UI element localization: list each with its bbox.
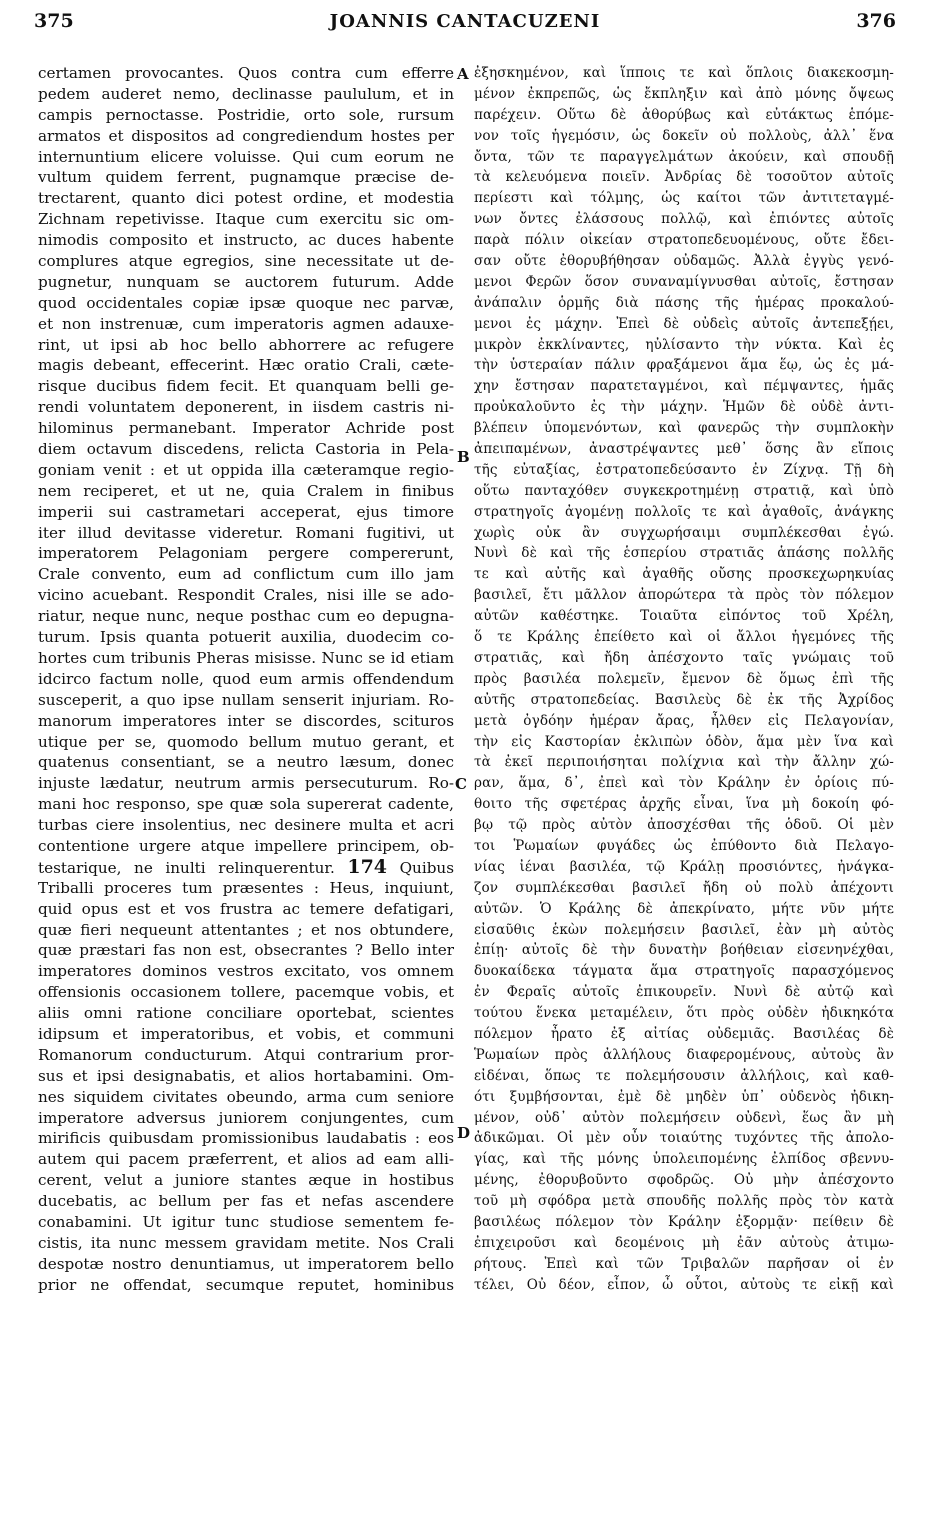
- margin-marker-b: B: [457, 448, 470, 466]
- margin-marker-a: A: [457, 65, 469, 83]
- text-line: trectarent, quanto dici potest ordine, et modestia: [38, 189, 454, 208]
- text-line: ἀδικῶμαι. Οἱ μὲν οὖν τοιαύτης τυχόντες τῆς ἀπολο-: [474, 1130, 894, 1147]
- text-line: οὕτω πανταχόθεν συγκεκροτημένῃ στρατιᾷ, καὶ ὑπὸ: [474, 482, 894, 499]
- text-line: αὐτῶν καθέστηκε. Τοιαῦτα εἰπόντος τοῦ Χρέλη,: [474, 608, 894, 625]
- text-line: αὐτῆς στρατοπεδείας. Βασιλεὺς δὲ ἐκ τῆς Ἀχρίδος: [474, 691, 894, 708]
- text-line: νίας ἰέναι βασιλέα, τῷ Κράλῃ προσιόντες, ἠνάγκα-: [474, 858, 894, 875]
- text-line: cistis, ita nunc messem gravidam metite. Nos Crali: [38, 1233, 454, 1252]
- text-line: μενοι ἐς μάχην. Ἐπεὶ δὲ οὐδεὶς αὐτοῖς ἀντεπεξῄει,: [474, 315, 894, 332]
- text-line: Νυνὶ δὲ καὶ τῆς ἑσπερίου στρατιᾶς ἁπάσης πολλῆς: [474, 545, 894, 562]
- text-line: αὐτῶν. Ὁ Κράλης δὲ ἀπεκρίνατο, μήτε νῦν μήτε: [474, 900, 894, 917]
- text-line: iter illud devitasse videretur. Romani fugitivi, ut: [38, 523, 454, 542]
- text-line: pugnetur, nunquam se auctorem futurum. Adde: [38, 272, 454, 291]
- text-line: πρὸς βασιλέα πολεμεῖν, ἔμενον δὲ ὅμως ἐπὶ τῆς: [474, 670, 894, 687]
- text-line: nes siquidem civitates obeundo, arma cum seniore: [38, 1087, 454, 1106]
- text-line: θοιτο τῆς σφετέρας ἀρχῆς εἶναι, ἵνα μὴ δοκοίη φό-: [474, 796, 894, 813]
- text-line: risque ducibus fidem fecit. Et quanquam belli ge-: [38, 377, 454, 396]
- text-line: τοῦ μὴ σφόδρα μετὰ σπουδῆς πολλῆς πρὸς τὸν κατὰ: [474, 1193, 894, 1210]
- text-line: complures atque egregios, sine necessitate ut de-: [38, 252, 454, 271]
- text-line: quid opus est et vos frustra ac temere defatigari,: [38, 899, 454, 918]
- text-line: ducebatis, ac bellum per fas et nefas ascendere: [38, 1192, 454, 1211]
- text-line: μετὰ ὀγδόην ἡμέραν ἄρας, ἦλθεν εἰς Πελαγονίαν,: [474, 712, 894, 729]
- text-line: Ῥωμαίων πρὸς ἀλλήλους διαφερομένους, αὐτοὺς ἂν: [474, 1046, 894, 1063]
- text-line: quæ præstari fas non est, obsecrantes ? Bello inter: [38, 941, 454, 960]
- text-line: imperatorem Pelagoniam pergere compererunt,: [38, 544, 454, 563]
- text-line: βασιλέως πόλεμον τὸν Κράλην ἐξορμᾷν· πείθειν δὲ: [474, 1213, 894, 1230]
- text-line: σαν οὔτε ἐθορυβήθησαν οὐδαμῶς. Ἀλλὰ ἐγγὺς γενό-: [474, 253, 894, 270]
- text-line: sus et ipsi designabatis, et alios hortabamini. Om-: [38, 1066, 454, 1085]
- text-line: ἐν Φεραῖς αὐτοῖς ἐπικουρεῖν. Νυνὶ δὲ αὐτῷ καὶ: [474, 984, 894, 1001]
- page-number-left: 375: [34, 10, 74, 32]
- edition-page-number: 174: [347, 856, 388, 878]
- text-line: et non instrenuæ, cum imperatoris agmen adauxe-: [38, 314, 454, 333]
- line-text: testarique, ne inulti relinquerentur.: [38, 858, 335, 877]
- text-line: χωρὶς οὐκ ἂν συγχωρήσαιμι συμπλέκεσθαι ἐγώ.: [474, 524, 894, 541]
- text-line: imperii sui castrametari acceperat, ejus timore: [38, 502, 454, 521]
- margin-marker-c: C: [455, 775, 467, 793]
- text-line: βασιλεῖ, ἔτι μᾶλλον ἀπορώτερα τὰ πρὸς τὸν πόλεμον: [474, 587, 894, 604]
- text-line: πόλεμον ἦρατο ἐξ αἰτίας οὐδεμιᾶς. Βασιλέας δὲ: [474, 1025, 894, 1042]
- text-line: Crale convento, eum ad conflictum cum illo jam: [38, 565, 454, 584]
- text-line: internuntium elicere voluisse. Qui cum eorum ne: [38, 147, 454, 166]
- text-line: offensionis occasionem tollere, pacemque vobis, et: [38, 983, 454, 1002]
- text-line: vicino acuebant. Respondit Crales, nisi ille se ado-: [38, 586, 454, 605]
- text-line: aliis omni ratione conciliare oportebat, scientes: [38, 1004, 454, 1023]
- text-line: τούτου ἕνεκα μεταμέλειν, ὅτι πρὸς οὐδὲν ἠδικηκότα: [474, 1005, 894, 1022]
- text-line: προὐκαλοῦντο ἐς τὴν μάχην. Ἡμῶν δὲ οὐδὲ ἀντι-: [474, 399, 894, 416]
- text-line: hortes cum tribunis Pheras misisse. Nunc se id etiam: [38, 648, 454, 667]
- text-line: εἰσαῦθις ἑκὼν πολεμήσειν βασιλεῖ, ἐὰν μὴ αὐτὸς: [474, 921, 894, 938]
- text-line: βῳ τῷ πρὸς αὐτὸν ἀποσχέσθαι τῆς ὁδοῦ. Οἱ μὲν: [474, 817, 894, 834]
- text-line: ὄντα, τῶν τε παραγγελμάτων ἀκούειν, καὶ σπουδῇ: [474, 148, 894, 165]
- text-line: Romanorum conducturum. Atqui contrarium pror-: [38, 1045, 454, 1064]
- text-line: idipsum et imperatoribus, et vobis, et communi: [38, 1024, 454, 1043]
- text-line: mirificis quibusdam promissionibus laudabatis : eos: [38, 1129, 454, 1148]
- text-line: τὰ κελευόμενα ποιεῖν. Ἀνδρίας δὲ τοσοῦτον αὐτοῖς: [474, 169, 894, 186]
- text-line: quod occidentales copiæ ipsæ quoque nec parvæ,: [38, 293, 454, 312]
- text-line: ἐπίῃ· αὐτοῖς δὲ τὴν δυνατὴν βοήθειαν εἰσενηνέχθαι,: [474, 942, 894, 959]
- text-line: idcirco factum nolle, quod eum armis offendendum: [38, 669, 454, 688]
- text-line: τὴν εἰς Καστορίαν ἐκλιπὼν ὁδὸν, ἅμα μὲν ἵνα καὶ: [474, 733, 894, 750]
- text-line: magis debeant, effecerint. Hæc oratio Crali, cæte-: [38, 356, 454, 375]
- greek-column: [474, 63, 894, 1296]
- text-line: δυοκαίδεκα τάγματα ἅμα στρατηγοῖς παρασχόμενος: [474, 963, 894, 980]
- text-line: τε καὶ αὐτῆς καὶ ἀγαθῆς οὔσης προσκεχωρηκυίας: [474, 566, 894, 583]
- text-line: τέλει, Οὐ δέον, εἶπον, ὦ οὗτοι, αὐτοὺς τε εἰκῇ καὶ: [474, 1276, 894, 1293]
- text-line: turum. Ipsis quanta potuerit auxilia, duodecim co-: [38, 628, 454, 647]
- text-line: βλέπειν ὑπομενόντων, καὶ φανερῶς τὴν συμπλοκὴν: [474, 420, 894, 437]
- text-line: ρήτους. Ἐπεὶ καὶ τῶν Τριβαλῶν παρῆσαν οἱ ἐν: [474, 1255, 894, 1272]
- text-line: armatos et dispositos ad congrediendum hostes per: [38, 126, 454, 145]
- text-line: hilominus permanebant. Imperator Achride post: [38, 419, 454, 438]
- text-line: μένον, οὐδ᾽ αὐτὸν πολεμήσειν οὐδενὶ, ἕως ἂν μὴ: [474, 1109, 894, 1126]
- text-line: mani hoc responso, spe quæ sola supererat cadente,: [38, 795, 454, 814]
- text-line: utique per se, quomodo bellum mutuo gerant, et: [38, 732, 454, 751]
- text-line: Zichnam repetivisse. Itaque cum exercitu sic om-: [38, 210, 454, 229]
- text-line: quæ fieri nequeunt attentantes ; et nos obtundere,: [38, 920, 454, 939]
- page-header: [34, 10, 896, 38]
- text-line: injuste lædatur, neutrum armis persecuturum. Ro-: [38, 774, 454, 793]
- text-line: ραν, ἅμα, δ᾽, ἐπεὶ καὶ τὸν Κράλην ἐν ὁρίοις πύ-: [474, 775, 894, 792]
- text-line: imperatores dominos vestros excitato, vos omnem: [38, 962, 454, 981]
- text-line: campis pernoctasse. Postridie, orto sole, rursum: [38, 105, 454, 124]
- running-title: JOANNIS CANTACUZENI: [329, 11, 601, 32]
- text-line: turbas ciere insolentius, nec desinere multa et acri: [38, 816, 454, 835]
- text-line: autem qui pacem præferrent, et alios ad eam alli-: [38, 1150, 454, 1169]
- text-line: στρατηγοῖς ἀγομένῃ πολλοῖς τε καὶ ἀγαθοῖς, ἀνάγκης: [474, 503, 894, 520]
- text-line: contentione urgere atque impellere principem, ob-: [38, 836, 454, 855]
- text-line: goniam venit : et ut oppida illa cæteramque regio-: [38, 460, 454, 479]
- text-line: ότι ξυμβήσονται, ἐμὲ δὲ μηδὲν ὑπ᾽ οὐδενὸς ἠδικη-: [474, 1088, 894, 1105]
- text-line: nimodis composito et instructo, ac duces habente: [38, 231, 454, 250]
- margin-marker-d: D: [457, 1124, 471, 1142]
- text-line: conabamini. Ut igitur tunc studiose sementem fe-: [38, 1212, 454, 1231]
- text-line: ὅ τε Κράλης ἐπείθετο καὶ οἱ ἄλλοι ἡγεμόνες τῆς: [474, 629, 894, 646]
- text-line: prior ne offendat, secumque reputet, hominibus: [38, 1275, 454, 1294]
- text-line: νον τοῖς ἡγεμόσιν, ὡς δοκεῖν οὐ πολλοὺς, ἀλλ᾽ ἕνα: [474, 127, 894, 144]
- text-line: manorum imperatores inter se discordes, scituros: [38, 711, 454, 730]
- text-line: ἀνάπαλιν ὁρμῆς διὰ πάσης τῆς ἡμέρας προκαλού-: [474, 294, 894, 311]
- text-line: παρὰ πόλιν οἰκείαν στρατοπεδευομένους, οὔτε ἔδει-: [474, 232, 894, 249]
- text-line: diem octavum discedens, relicta Castoria in Pela-: [38, 440, 454, 459]
- text-line: εἰδέναι, ὅπως τε πολεμήσουσιν ἀλλήλοις, καὶ καθ-: [474, 1067, 894, 1084]
- line-text-continuation: Quibus: [399, 858, 454, 877]
- text-line: rint, ut ipsi ab hoc bello abhorrere ac refugere: [38, 335, 454, 354]
- latin-column: [38, 63, 454, 1296]
- text-line: despotæ nostro denuntiamus, ut imperatorem bello: [38, 1254, 454, 1273]
- text-line: susceperit, a quo ipse nullam senserit injuriam. Ro-: [38, 690, 454, 709]
- text-line: pedem auderet nemo, declinasse paululum, et in: [38, 84, 454, 103]
- text-line: τῆς εὐταξίας, ἐστρατοπεδεύσαντο ἐν Ζίχνᾳ. Τῇ δὴ: [474, 461, 894, 478]
- text-line: ζον συμπλέκεσθαι βασιλεῖ ἤδη οὐ πολὺ ἀπέχοντι: [474, 879, 894, 896]
- text-line: περίεστι καὶ τόλμης, ὡς καίτοι τῶν ἀντιτεταγμέ-: [474, 190, 894, 207]
- text-line: μένης, ἐθορυβοῦντο σφοδρῶς. Οὐ μὴν ἀπέσχοντο: [474, 1172, 894, 1189]
- text-line: cerent, velut a juniore stantes æque in hostibus: [38, 1171, 454, 1190]
- text-line: χην ἔστησαν παρατεταγμένοι, καὶ πέμψαντες, ἡμᾶς: [474, 378, 894, 395]
- text-line: ἀπειπαμένων, ἀναστρέψαντες μεθ᾽ ὅσης ἂν εἴποις: [474, 441, 894, 458]
- text-line: παρέχειν. Οὕτω δὲ ἀθορύβως καὶ εὐτάκτως ἑπόμε-: [474, 106, 894, 123]
- text-line: τὰ ἐκεῖ περιποιήσηται πολίχνια καὶ τὴν ἄλλην χώ-: [474, 754, 894, 771]
- text-line: Triballi proceres tum præsentes : Heus, inquiunt,: [38, 878, 454, 897]
- text-line: ἐπιχειροῦσι καὶ δεομένοις μὴ ἐᾶν αὐτοὺς ἀτιμω-: [474, 1234, 894, 1251]
- text-line: nem reciperet, et ut ne, quia Cralem in finibus: [38, 481, 454, 500]
- text-line: certamen provocantes. Quos contra cum efferre: [38, 64, 454, 82]
- text-line: [38, 857, 454, 878]
- text-line: ἐξησκημένον, καὶ ἵπποις τε καὶ ὅπλοις διακεκοσμη-: [474, 65, 894, 81]
- text-line: στρατιᾶς, καὶ ἤδη ἀπέσχοντο ταῖς γνώμαις τοῦ: [474, 649, 894, 666]
- text-line: γίας, καὶ τῆς μόνης ὑπολειπομένης ἐλπίδος σβεννυ-: [474, 1151, 894, 1168]
- text-line: νων ὄντες ἐλάσσους πολλῷ, καὶ ἐπιόντες αὐτοῖς: [474, 211, 894, 228]
- text-line: imperatore adversus juniorem conjungentes, cum: [38, 1108, 454, 1127]
- text-line: vultum quidem ferrent, pugnamque præcise de-: [38, 168, 454, 187]
- text-line: riatur, neque nunc, neque posthac cum eo depugna-: [38, 607, 454, 626]
- text-line: τὴν ὑστεραίαν πάλιν φραξάμενοι ἅμα ἕῳ, ὡς ἐς μά-: [474, 357, 894, 374]
- page-number-right: 376: [856, 10, 896, 32]
- text-line: rendi voluntatem deponerent, in iisdem castris ni-: [38, 398, 454, 417]
- text-line: μενοι Φερῶν ὅσον συναναμίγνυσθαι αὐτοῖς, ἔστησαν: [474, 273, 894, 290]
- text-line: quatenus consentiant, se a neutro læsum, donec: [38, 753, 454, 772]
- text-line: τοι Ῥωμαίων φυγάδες ὡς ἐπύθοντο διὰ Πελαγο-: [474, 837, 894, 854]
- text-line: μικρὸν ἐκκλίναντες, ηὐλίσαντο τὴν νύκτα. Καὶ ἐς: [474, 336, 894, 353]
- text-line: μένον ἐκπρεπῶς, ὡς ἔκπληξιν καὶ ἀπὸ μόνης ὄψεως: [474, 85, 894, 102]
